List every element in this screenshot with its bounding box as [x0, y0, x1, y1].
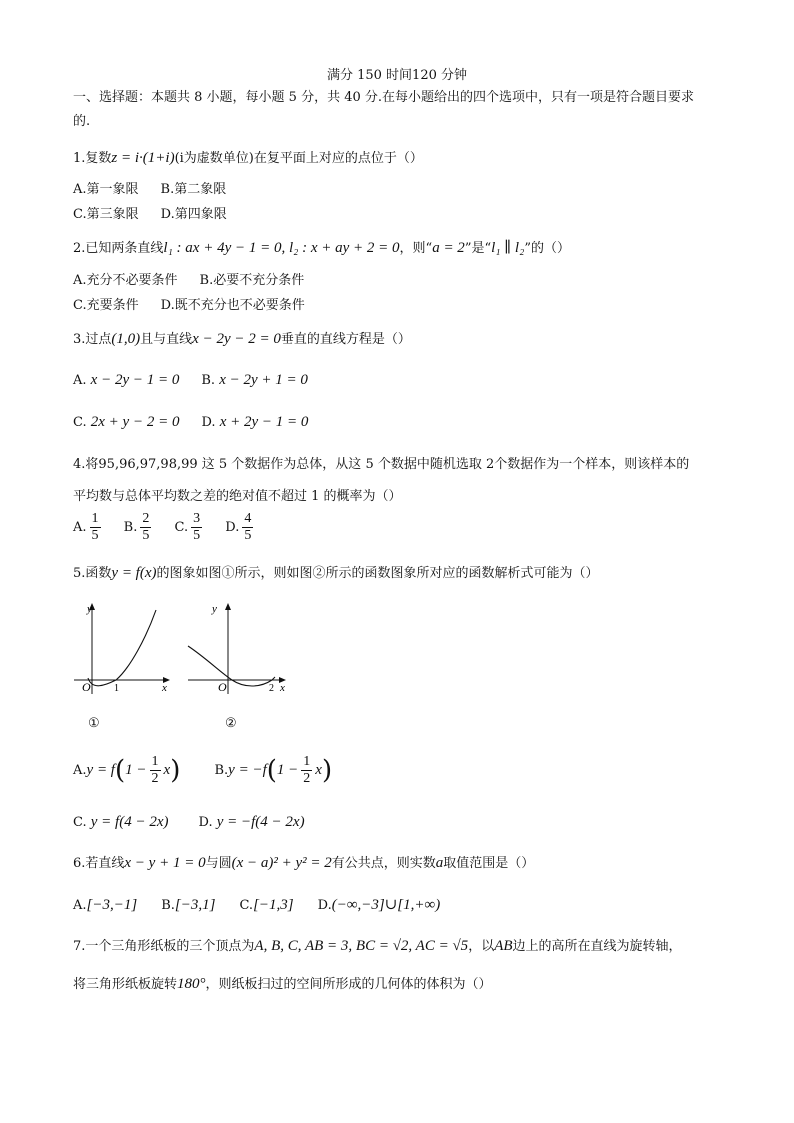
section-heading-line2: 的.: [73, 114, 91, 129]
question-4-options: [73, 510, 272, 546]
question-3-options-row1: [73, 370, 330, 391]
q2-option-b: B.必要不充分条件: [199, 273, 305, 288]
question-1-stem: 1.复数z = i·(1+i)(i为虚数单位)在复平面上对应的点位于（）: [73, 150, 423, 166]
q2-lines-math: l₁ : ax + 4y − 1 = 0, l₂ : x + ay + 2 = 0: [163, 240, 400, 256]
question-7-stem-line1: 7.一个三角形纸板的三个顶点为A, B, C, AB = 3, BC = √2, AC = √5，以AB边上的高所在直线为旋转轴，: [73, 938, 682, 954]
exam-header: 满分 150 时间120 分钟: [326, 68, 468, 83]
figure-2-graph: [180, 598, 300, 698]
fig1-tick-label: 1: [114, 683, 119, 694]
q1-option-a: A.第一象限: [73, 182, 139, 197]
question-2-stem: 2.已知两条直线l₁ : ax + 4y − 1 = 0, l₂ : x + ay + 2 = 0，则“a = 2”是“l₁ ∥ l₂”的（）: [73, 240, 570, 256]
q4-option-a: A. $\frac{1}{5}$: [73, 511, 99, 543]
q1-option-c: C.第三象限: [73, 207, 139, 222]
q3-option-a: A. x − 2y − 1 = 0: [73, 372, 180, 388]
q4-option-b: B. $\frac{2}{5}$: [123, 511, 150, 543]
q3-option-d: D. x + 2y − 1 = 0: [201, 414, 309, 430]
figure-1-caption: ①: [88, 716, 100, 731]
q5-option-a: A.y = f(1 − $\frac{1}{2}$ x): [73, 754, 181, 786]
q5-option-c: C. y = f(4 − 2x): [73, 814, 169, 830]
q2-option-c: C.充要条件: [73, 298, 139, 313]
q3-option-c: C. 2x + y − 2 = 0: [73, 414, 180, 430]
q5-option-d: D. y = −f(4 − 2x): [198, 814, 305, 830]
q2-option-d: D.既不充分也不必要条件: [160, 298, 305, 313]
q4-option-d: D. $\frac{4}{5}$: [225, 511, 252, 543]
question-2-options-row2: [73, 296, 327, 316]
question-5-options-row2: [73, 812, 327, 833]
question-1-options-row2: [73, 205, 249, 225]
section-heading-line1: 一、选择题：本题共 8 小题，每小题 5 分，共 40 分.在每小题给出的四个选项中，只有一项是符合题目要求: [73, 90, 695, 105]
question-1-options-row1: [73, 180, 248, 200]
question-6-stem: 6.若直线x − y + 1 = 0与圆(x − a)² + y² = 2有公共点，则实数a取值范围是（）: [73, 855, 535, 871]
q6-option-c: C.[−1,3]: [239, 897, 294, 913]
fig2-origin-label: O: [218, 680, 227, 694]
figure-2-caption: ②: [225, 716, 237, 731]
question-5-stem: 5.函数y = f(x)的图象如图①所示，则如图②所示的函数图象所对应的函数解析式可能为（）: [73, 565, 599, 581]
question-2-options-row1: [73, 271, 326, 291]
q1-math: z = i·(1+i): [111, 150, 175, 166]
question-4-stem-line1: 4.将95,96,97,98,99 这 5 个数据作为总体，从这 5 个数据中随机选取 2个数据作为一个样本，则该样本的: [73, 457, 690, 472]
q3-option-b: B. x − 2y + 1 = 0: [201, 372, 308, 388]
q6-option-b: B.[−3,1]: [161, 897, 216, 913]
fig2-x-label: x: [280, 682, 285, 694]
q1-option-d: D.第四象限: [160, 207, 227, 222]
question-5-options-row1: [73, 752, 354, 789]
q4-option-c: C. $\frac{3}{5}$: [174, 511, 201, 543]
q5-option-b: B.y = −f(1 − $\frac{1}{2}$ x): [214, 754, 333, 786]
question-3-stem: 3.过点(1,0)且与直线x − 2y − 2 = 0垂直的直线方程是（）: [73, 331, 411, 347]
fig1-x-label: x: [162, 682, 167, 694]
q1-option-b: B.第二象限: [160, 182, 227, 197]
q6-option-a: A.[−3,−1]: [73, 897, 138, 913]
figure-1-graph: [70, 598, 180, 698]
q6-option-d: D.(−∞,−3]∪[1,+∞): [317, 897, 441, 913]
question-7-stem-line2: 将三角形纸板旋转180°，则纸板扫过的空间所形成的几何体的体积为（）: [73, 976, 492, 992]
q2-option-a: A.充分不必要条件: [73, 273, 178, 288]
fig1-origin-label: O: [82, 680, 91, 694]
fig2-tick-label: 2: [269, 683, 274, 694]
question-3-options-row2: [73, 412, 330, 433]
fig1-y-label: y: [87, 603, 92, 615]
fig2-y-label: y: [212, 603, 217, 615]
question-4-stem-line2: 平均数与总体平均数之差的绝对值不超过 1 的概率为（）: [73, 489, 402, 504]
question-6-options: [73, 895, 462, 916]
